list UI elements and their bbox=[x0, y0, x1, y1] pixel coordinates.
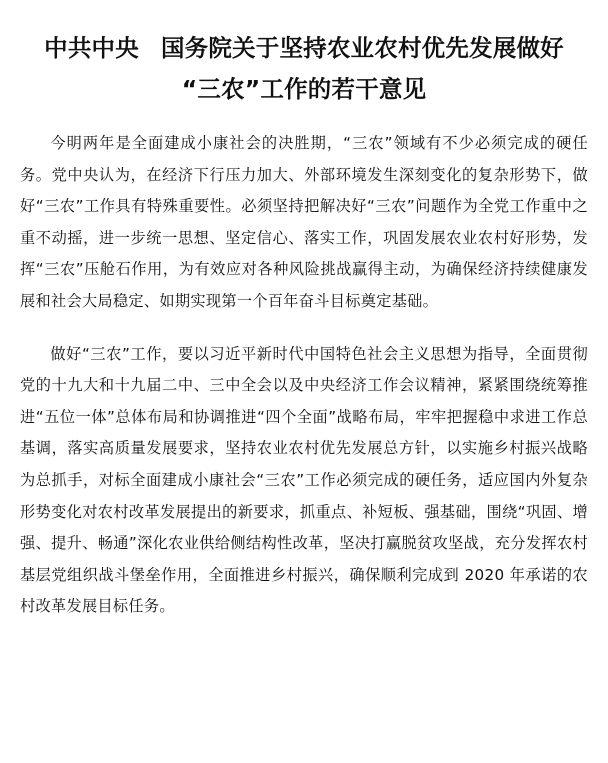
title-line-2: “三农”工作的若干意见 bbox=[181, 75, 427, 103]
title-main: 国务院关于坚持农业农村优先发展做好 bbox=[160, 34, 564, 62]
paragraph-1: 今明两年是全面建成小康社会的决胜期，“三农”领域有不少必须完成的硬任务。党中央认为，在经济下行压力加大、外部环境发生深刻变化的复杂形势下，做好“三农”工作具有特殊重要性。必须坚持把解决好“三农”问题作为全党工作重中之重不动摇，进一步统一思想、坚定信心、落实工作，巩固发展农业农村好形势，发挥“三农”压舱石作用，为有效应对各种风险挑战赢得主动，为确保经济持续健康发展和社会大局稳定、如期实现第一个百年奋斗目标奠定基础。 bbox=[20, 134, 588, 310]
document-body bbox=[20, 128, 588, 623]
paragraph-2: 做好“三农”工作，要以习近平新时代中国特色社会主义思想为指导，全面贯彻党的十九大和十九届二中、三中全会以及中央经济工作会议精神，紧紧围绕统筹推进“五位一体”总体布局和协调推进“四个全面”战略布局，牢牢把握稳中求进工作总基调，落实高质量发展要求，坚持农业农村优先发展总方针，以实施乡村振兴战略为总抓手，对标全面建成小康社会“三农”工作必须完成的硬任务，适应国内外复杂形势变化对农村改革发展提出的新要求，抓重点、补短板、强基础，围绕“巩固、增强、提升、畅通”深化农业供给侧结构性改革，坚决打赢脱贫攻坚战，充分发挥农村基层党组织战斗堡垒作用，全面推进乡村振兴，确保顺利完成到 2020 年承诺的农村改革发展目标任务。 bbox=[20, 344, 588, 616]
title-line-1 bbox=[20, 28, 588, 69]
title-issuer: 中共中央 bbox=[44, 34, 139, 62]
document-title bbox=[20, 28, 588, 110]
